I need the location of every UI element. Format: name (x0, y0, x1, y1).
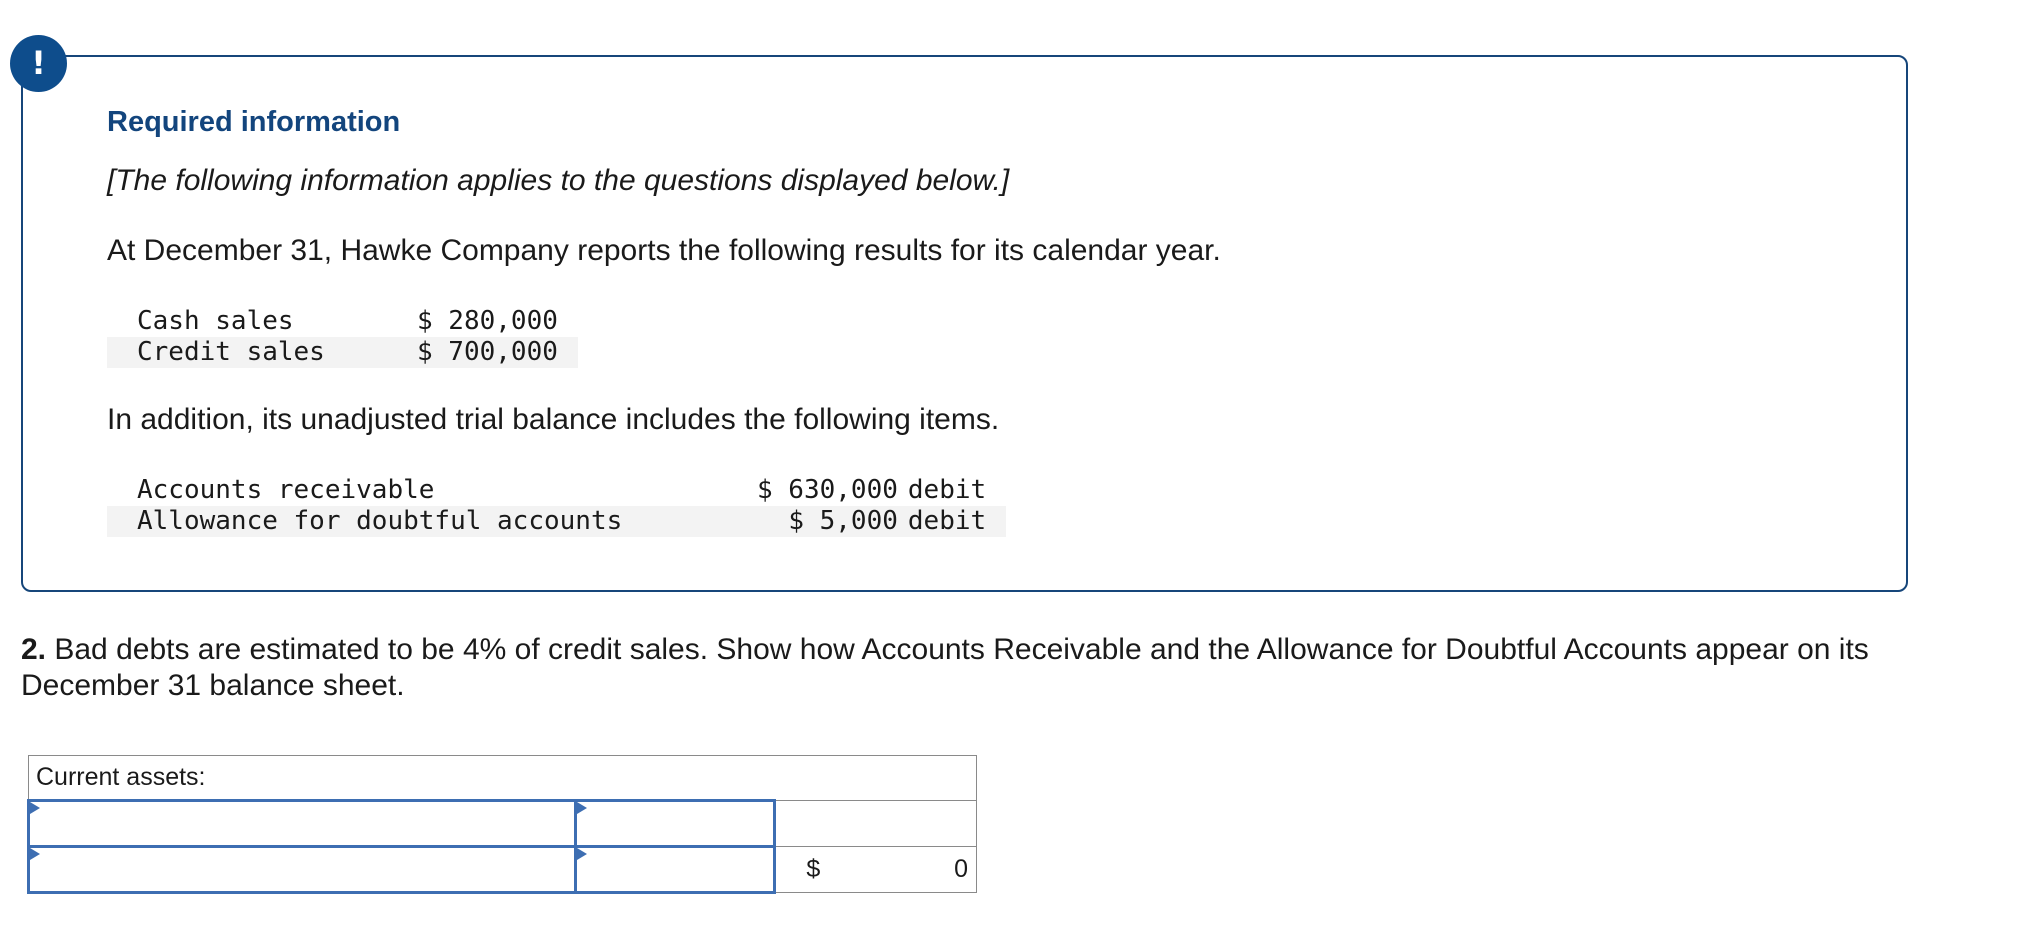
empty-total-cell (775, 801, 977, 847)
info-title: Required information (107, 106, 401, 138)
account-value: $ 5,000 (757, 506, 898, 537)
currency-symbol: $ (806, 855, 821, 883)
account-side: debit (907, 475, 987, 505)
sales-table (107, 306, 578, 368)
account-name-input-2[interactable] (30, 848, 574, 891)
net-total-value: 0 (954, 855, 968, 883)
table-row (107, 337, 578, 368)
sales-value: $ 280,000 (417, 306, 558, 336)
account-label: Accounts receivable (137, 475, 435, 505)
sales-label: Credit sales (107, 337, 387, 368)
account-name-cell[interactable] (29, 801, 576, 847)
table-row (107, 506, 1006, 537)
account-label: Allowance for doubtful accounts (107, 506, 757, 537)
balance-sheet-answer-table (27, 755, 977, 894)
question-number: 2. (21, 633, 47, 666)
account-name-input-1[interactable] (30, 802, 574, 845)
addition-text: In addition, its unadjusted trial balance includes the following items. (107, 403, 1000, 436)
sales-value: $ 700,000 (387, 337, 578, 368)
amount-cell[interactable] (575, 801, 775, 847)
table-row (29, 847, 977, 893)
intro-text: At December 31, Hawke Company reports the following results for its calendar year. (107, 234, 1221, 267)
account-value: $ 630,000 (757, 475, 898, 505)
amount-cell[interactable] (575, 847, 775, 893)
sales-label: Cash sales (137, 306, 294, 336)
account-side: debit (898, 506, 1006, 537)
alert-icon: ! (10, 35, 67, 92)
info-note: [The following information applies to the questions displayed below.] (107, 164, 1010, 197)
amount-input-1[interactable] (577, 802, 774, 845)
current-assets-header: Current assets: (29, 756, 977, 801)
account-name-cell[interactable] (29, 847, 576, 893)
table-row (107, 306, 578, 337)
trial-balance-table (107, 475, 1006, 537)
table-row (29, 756, 977, 801)
question-text (21, 632, 1901, 704)
net-total-cell (775, 847, 977, 893)
amount-input-2[interactable] (577, 848, 774, 891)
table-row (29, 801, 977, 847)
question-body: Bad debts are estimated to be 4% of credit sales. Show how Accounts Receivable and the Allowance for Doubtful Accounts appear on its December 31 balance sheet. (21, 633, 1869, 702)
table-row (107, 475, 1006, 506)
